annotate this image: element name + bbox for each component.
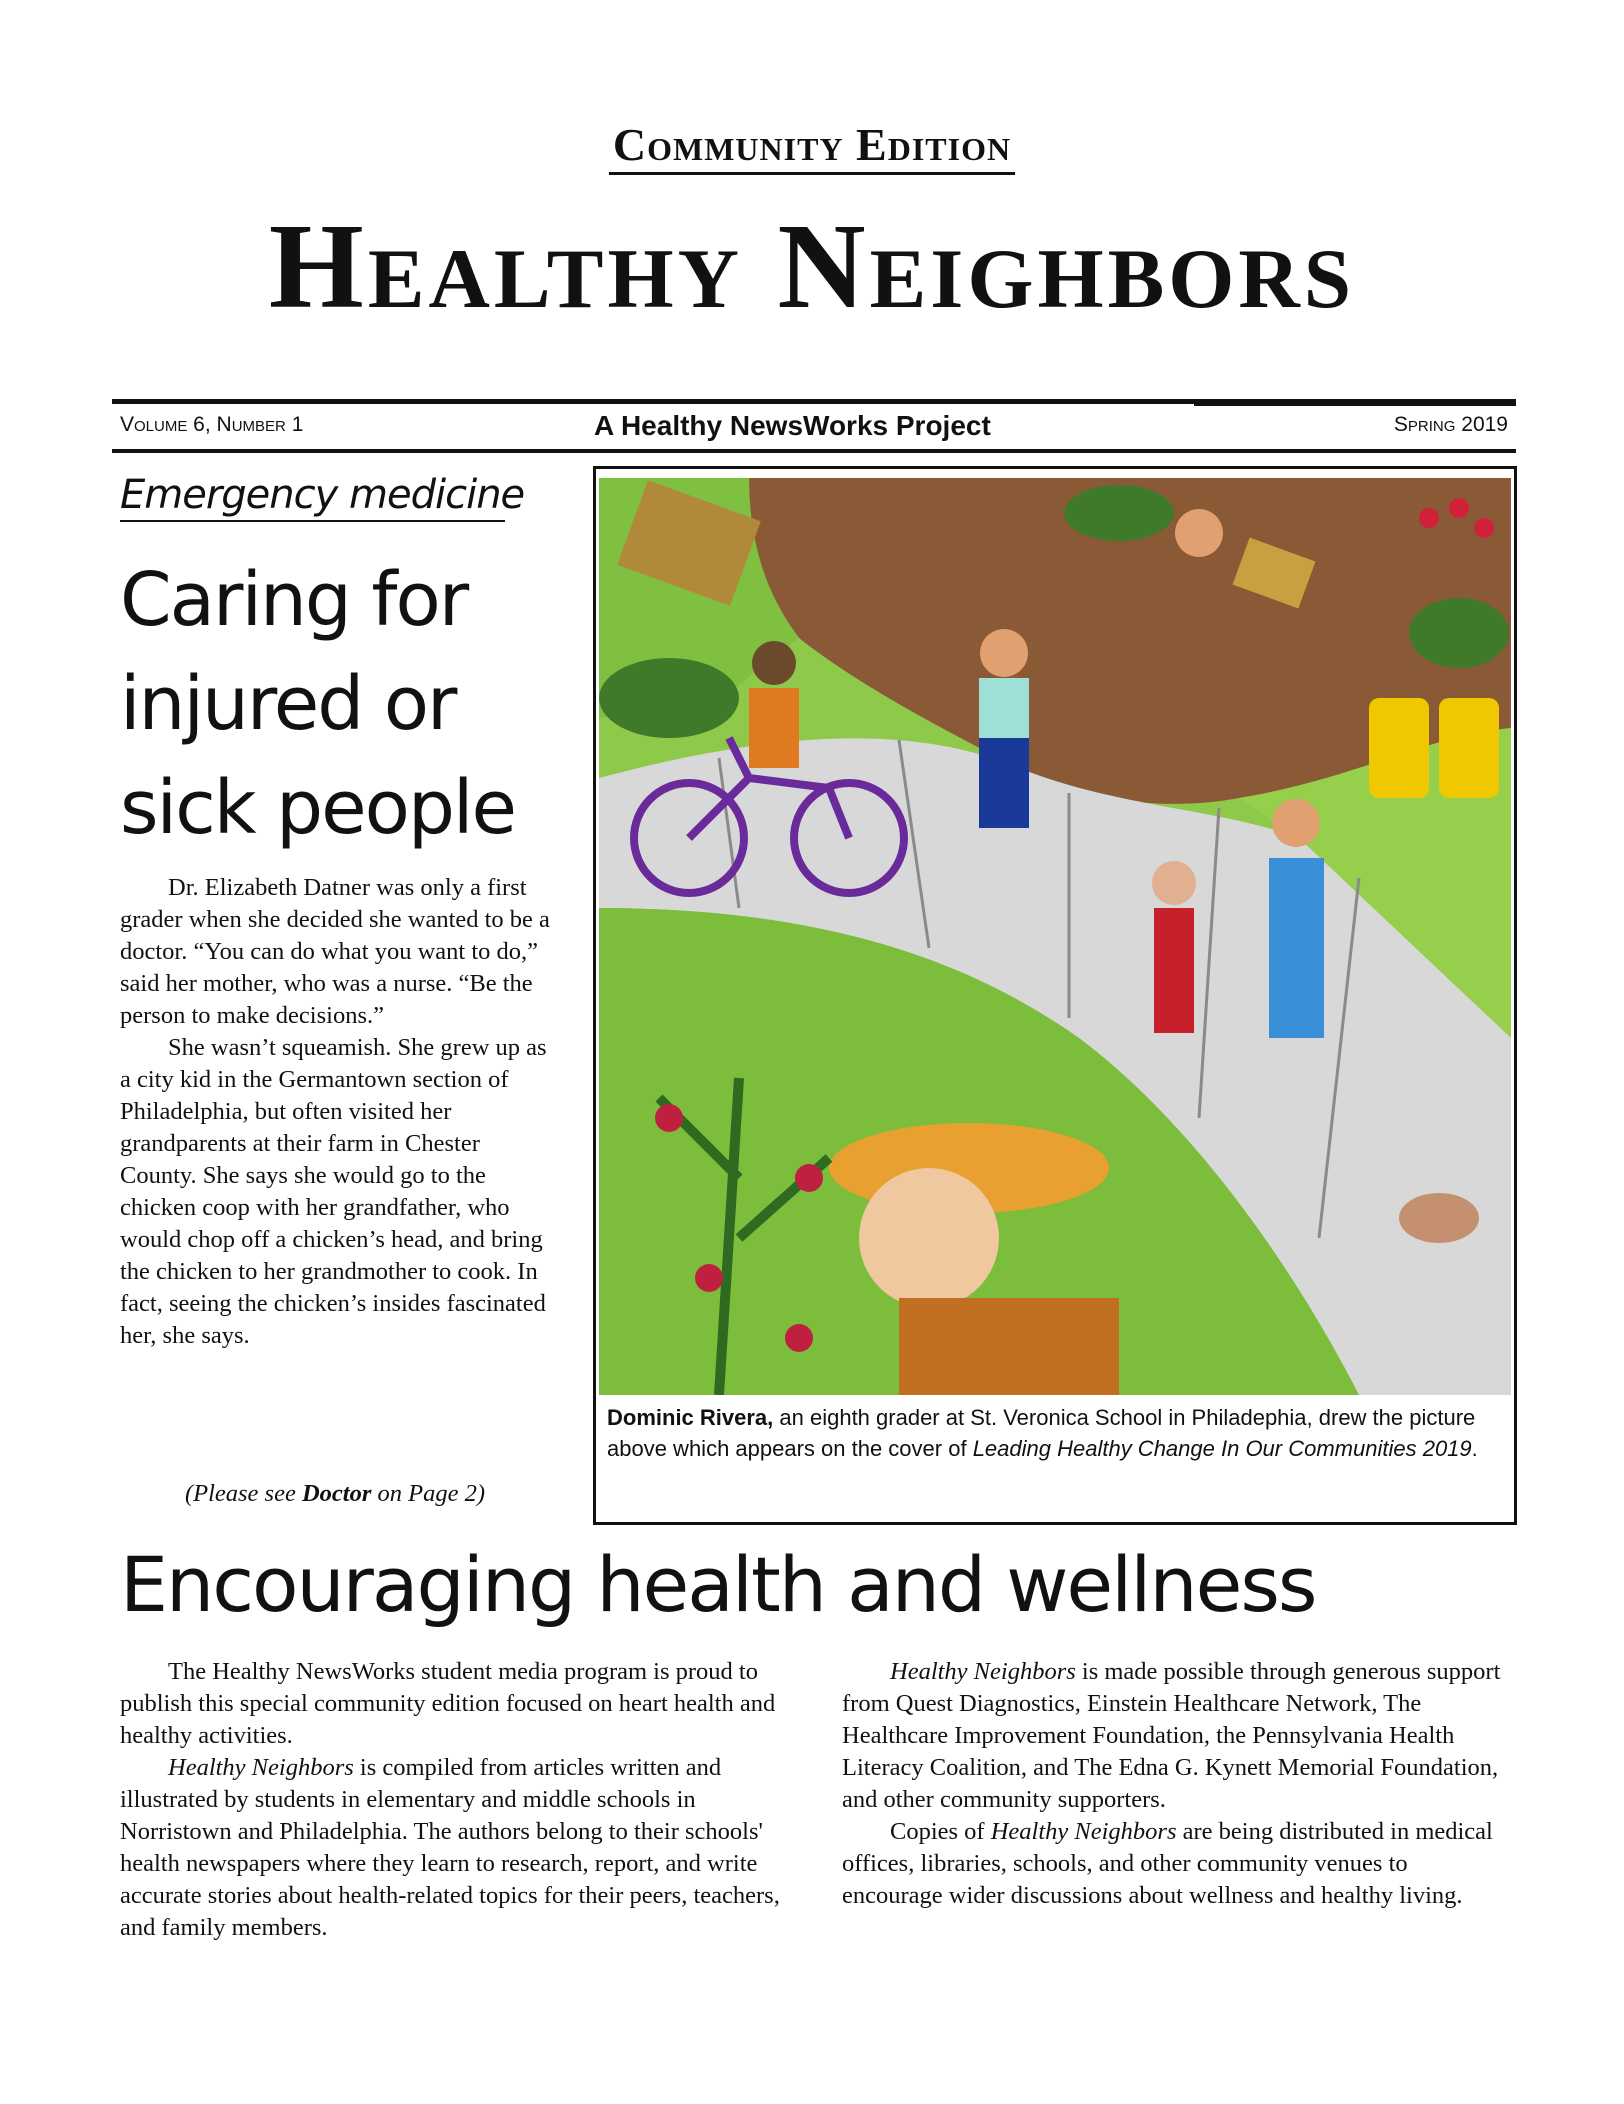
article-paragraph: The Healthy NewsWorks student media program is proud to publish this special community edition focused on heart health and healthy activities. bbox=[120, 1658, 776, 1749]
second-article-column-left bbox=[120, 1656, 780, 1944]
newspaper-nameplate: Healthy Neighbors bbox=[268, 199, 1356, 334]
project-tagline: A Healthy NewsWorks Project bbox=[594, 410, 991, 441]
article-paragraph: Healthy Neighbors is compiled from articles written and illustrated by students in elementary and middle schools in Norristown and Philadelphia. The authors belong to their schools' health newspapers where they learn to research, report, and write accurate stories about health-related topics for their peers, teachers, and family members. bbox=[120, 1754, 780, 1941]
article-body bbox=[120, 872, 550, 1352]
article-headline: Caring for injured or sick people bbox=[120, 557, 516, 851]
article-paragraph: Dr. Elizabeth Datner was only a first grader when she decided she wanted to be a doctor. “You can do what you want to do,” said her mother, who was a nurse. “Be the person to make decisions.” bbox=[120, 874, 550, 1029]
folio-rule-accent bbox=[1194, 404, 1516, 406]
article-kicker: Emergency medicine bbox=[120, 472, 505, 522]
jump-line: (Please see Doctor on Page 2) bbox=[184, 1480, 486, 1507]
edition-label: Community Edition bbox=[0, 118, 1624, 171]
issue-season: Spring 2019 bbox=[1393, 413, 1508, 436]
article-paragraph: Copies of Healthy Neighbors are being distributed in medical offices, libraries, schools, and other community venues to encourage wider discussions about wellness and healthy living. bbox=[842, 1818, 1493, 1909]
folio-rule-bottom bbox=[112, 449, 1516, 453]
second-article-column-right bbox=[842, 1656, 1502, 1912]
article-paragraph: Healthy Neighbors is made possible through generous support from Quest Diagnostics, Einstein Healthcare Network, The Healthcare Improvement Foundation, the Pennsylvania Health Literacy Coalition, and The Edna G. Kynett Memorial Foundation, and other community supporters. bbox=[842, 1658, 1501, 1813]
volume-number: Volume 6, Number 1 bbox=[120, 413, 304, 436]
student-illustration bbox=[599, 478, 1511, 1395]
second-headline: Encouraging health and wellness bbox=[120, 1540, 1316, 1629]
figure-caption: Dominic Rivera, an eighth grader at St. Veronica School in Philadephia, drew the picture above which appears on the cover of Leading Healthy Change In Our Communities 2019. bbox=[607, 1405, 1478, 1461]
article-paragraph: She wasn’t squeamish. She grew up as a city kid in the Germantown section of Philadelphia, but often visited her grandparents at their farm in Chester County. She says she would go to the chicken coop with her grandfather, who would chop off a chicken’s head, and bring the chicken to her grandmother to cook. In fact, seeing the chicken’s insides fascinated her, she says. bbox=[120, 1034, 547, 1349]
